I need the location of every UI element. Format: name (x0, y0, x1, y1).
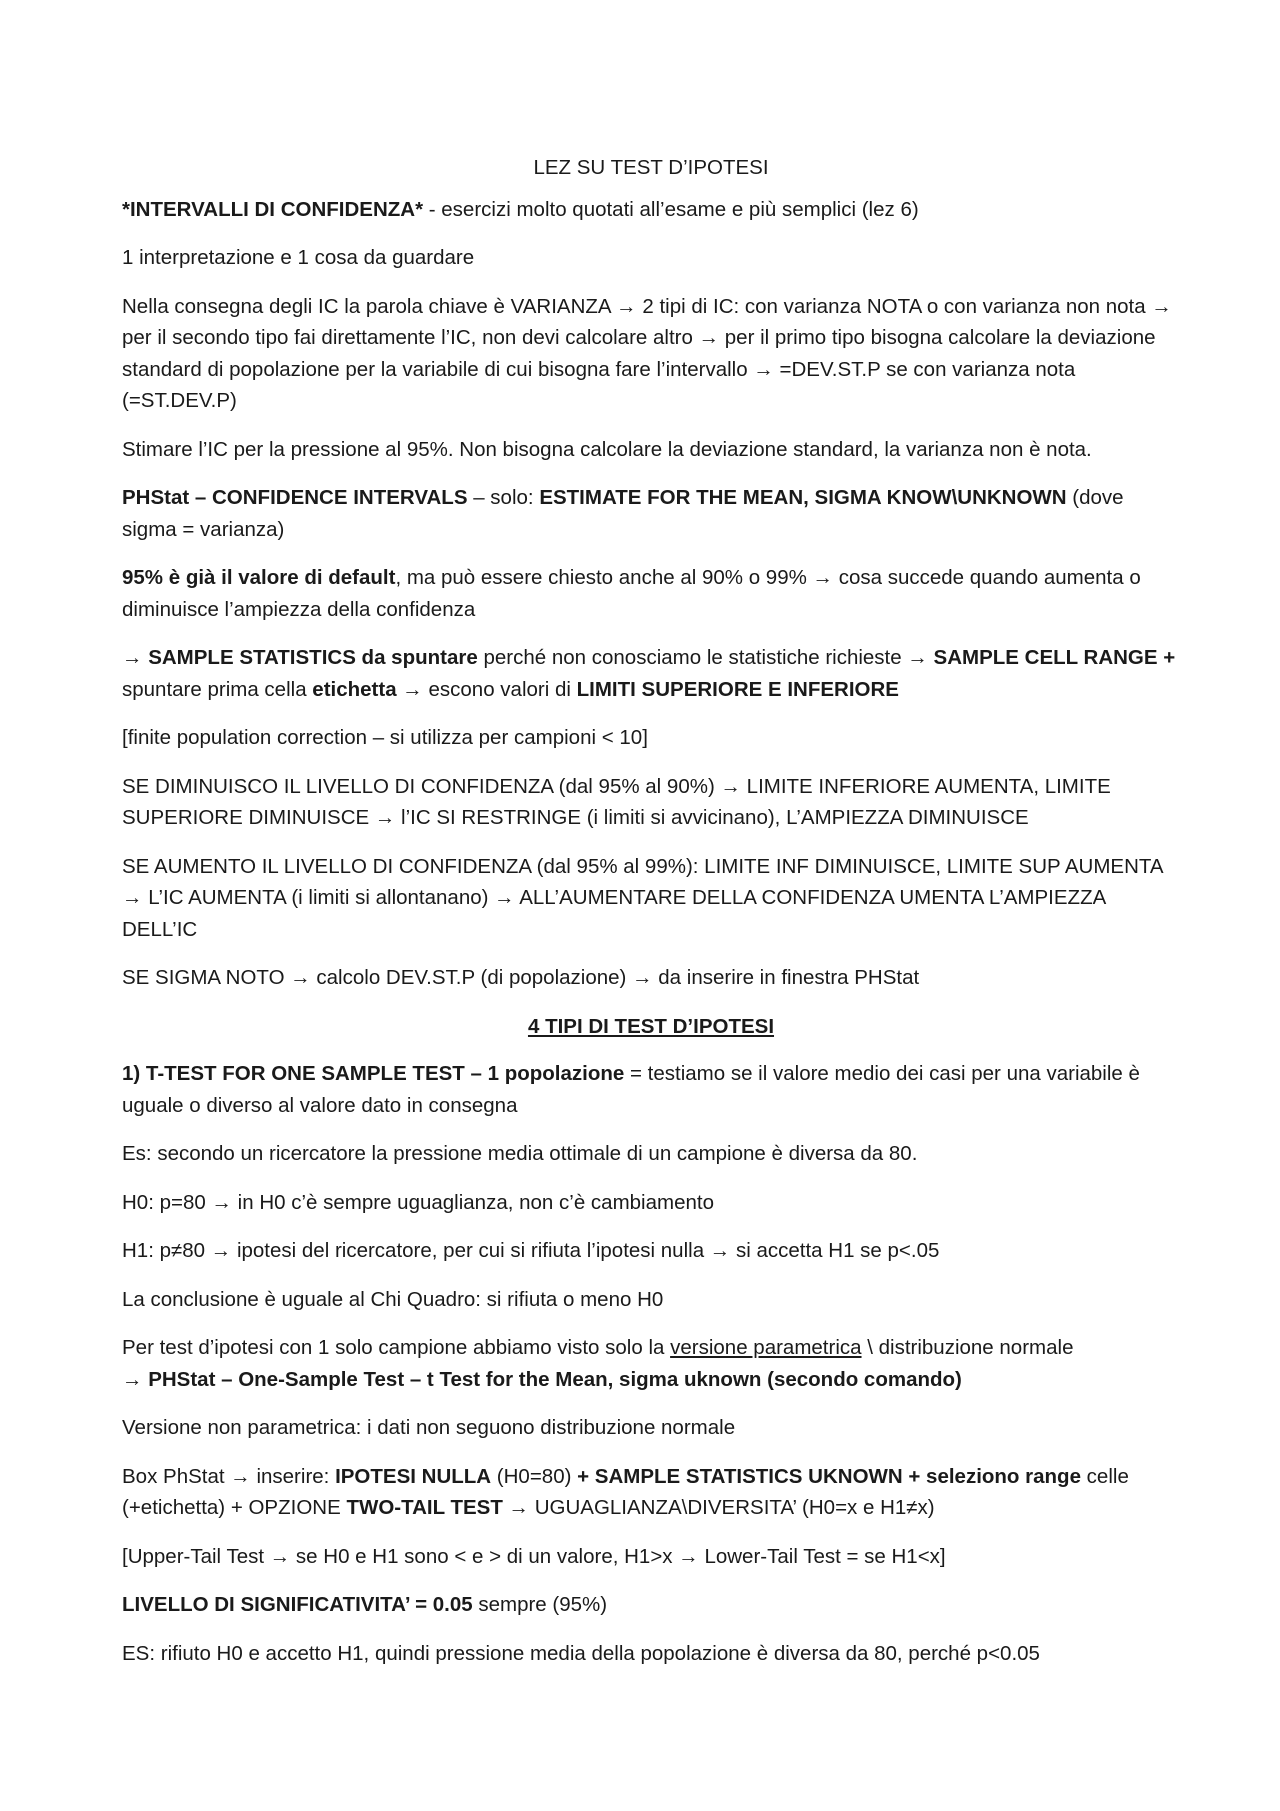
page-title: LEZ SU TEST D’IPOTESI (533, 156, 769, 179)
paragraph: H1: p≠80 → ipotesi del ricercatore, per cui si rifiuta l’ipotesi nulla → si accetta H1 se p<.05 (122, 1239, 940, 1262)
text: Box PhStat → inserire: (122, 1464, 336, 1488)
bold-text: + SAMPLE STATISTICS UKNOWN + seleziono range (577, 1464, 1081, 1488)
paragraph-phstat-ci (122, 482, 1180, 545)
document-body (122, 152, 1180, 1686)
bold-text: SAMPLE STATISTICS da spuntare (148, 646, 478, 669)
bold-text: 1) T-TEST FOR ONE SAMPLE TEST – 1 popolazione (122, 1062, 625, 1085)
bold-text: ESTIMATE FOR THE MEAN, SIGMA KNOW\UNKNOWN (539, 486, 1067, 509)
section-title: 4 TIPI DI TEST D’IPOTESI (527, 1014, 775, 1038)
text: spuntare prima cella (122, 677, 313, 701)
bold-text: LIVELLO DI SIGNIFICATIVITA’ = 0.05 (122, 1593, 473, 1616)
text: , ma può essere chiesto anche al 90% o 99% → cosa succede quando aumenta o diminuisce l’ampiezza della confidenza (122, 566, 1141, 621)
paragraph: [Upper-Tail Test → se H0 e H1 sono < e > di un valore, H1>x → Lower-Tail Test = se H1<x] (122, 1544, 946, 1568)
paragraph: 1 interpretazione e 1 cosa da guardare (122, 246, 475, 269)
text: → (122, 646, 149, 669)
bold-text: 95% è già il valore di default (122, 566, 396, 589)
text: – solo: (467, 486, 540, 509)
paragraph: Versione non parametrica: i dati non seguono distribuzione normale (122, 1416, 736, 1439)
paragraph-box-phstat (122, 1461, 1180, 1524)
bold-text: PHStat – One-Sample Test – t Test for the Mean, sigma uknown (secondo comando) (148, 1367, 962, 1391)
bold-text: PHStat – CONFIDENCE INTERVALS (122, 486, 468, 509)
text: \ distribuzione normale (861, 1336, 1074, 1359)
text: → UGUAGLIANZA\DIVERSITA’ (H0=x e H1≠x) (502, 1496, 935, 1519)
paragraph: La conclusione è uguale al Chi Quadro: si rifiuta o meno H0 (122, 1287, 664, 1311)
bold-text: *INTERVALLI DI CONFIDENZA* (122, 197, 424, 221)
paragraph-sample-statistics (122, 642, 1180, 705)
text: - esercizi molto quotati all’esame e più semplici (lez 6) (423, 197, 919, 221)
bold-text: etichetta (312, 677, 397, 701)
paragraph-t-test (122, 1058, 1180, 1121)
paragraph: ES: rifiuto H0 e accetto H1, quindi pressione media della popolazione è diversa da 80, perché p<0.05 (122, 1641, 1040, 1665)
bold-text: LIMITI SUPERIORE E INFERIORE (576, 677, 899, 701)
text: → escono valori di (396, 677, 577, 701)
bold-text: TWO-TAIL TEST (346, 1496, 503, 1519)
text: (H0=80) (491, 1464, 578, 1488)
paragraph-intervalli (122, 194, 1180, 226)
bold-text: IPOTESI NULLA (335, 1464, 492, 1488)
paragraph: Es: secondo un ricercatore la pressione media ottimale di un campione è diversa da 80. (122, 1142, 918, 1165)
bold-text: SAMPLE CELL RANGE + (933, 646, 1176, 669)
text: sempre (95%) (472, 1593, 608, 1616)
text: → (122, 1367, 149, 1391)
paragraph-default-95 (122, 562, 1180, 625)
text: perché non conosciamo le statistiche richieste → (477, 646, 934, 669)
paragraph: Stimare l’IC per la pressione al 95%. Non bisogna calcolare la deviazione standard, la varianza non è nota. (122, 437, 1092, 461)
paragraph: SE AUMENTO IL LIVELLO DI CONFIDENZA (dal 95% al 99%): LIMITE INF DIMINUISCE, LIMITE SUP AUMENTA → L’IC AUMENTA (i limiti si allontanano) → ALL’AUMENTARE DELLA CONFIDENZA UMENTA L’AMPIEZZA DELL’IC (122, 854, 1163, 941)
paragraph-parametric (122, 1332, 1180, 1395)
text: Per test d’ipotesi con 1 solo campione abbiamo visto solo la (122, 1336, 671, 1359)
paragraph: SE SIGMA NOTO → calcolo DEV.ST.P (di popolazione) → da inserire in finestra PHStat (122, 966, 920, 989)
paragraph: [finite population correction – si utilizza per campioni < 10] (122, 726, 648, 749)
paragraph: Nella consegna degli IC la parola chiave è VARIANZA → 2 tipi di IC: con varianza NOTA o con varianza non nota → per il secondo tipo fai direttamente l’IC, non devi calcolare altro → per il primo tipo bisogna calcolare la deviazione standard di popolazione per la variabile di cui bisogna fare l’intervallo → =DEV.ST.P se con varianza nota (=ST.DEV.P) (122, 294, 1172, 412)
paragraph: SE DIMINUISCO IL LIVELLO DI CONFIDENZA (dal 95% al 90%) → LIMITE INFERIORE AUMENTA, LIMITE SUPERIORE DIMINUISCE → l’IC SI RESTRINGE (i limiti si avvicinano), L’AMPIEZZA DIMINUISCE (122, 774, 1111, 829)
text: (dove sigma = varianza) (122, 486, 1124, 541)
paragraph-significativita (122, 1589, 1180, 1621)
text: = testiamo se il valore medio dei casi per una variabile è uguale o diverso al valore dato in consegna (122, 1062, 1140, 1117)
paragraph: H0: p=80 → in H0 c’è sempre uguaglianza, non c’è cambiamento (122, 1190, 714, 1214)
underlined-text: versione parametrica (670, 1336, 862, 1359)
text: celle (+etichetta) + OPZIONE (122, 1464, 1129, 1519)
